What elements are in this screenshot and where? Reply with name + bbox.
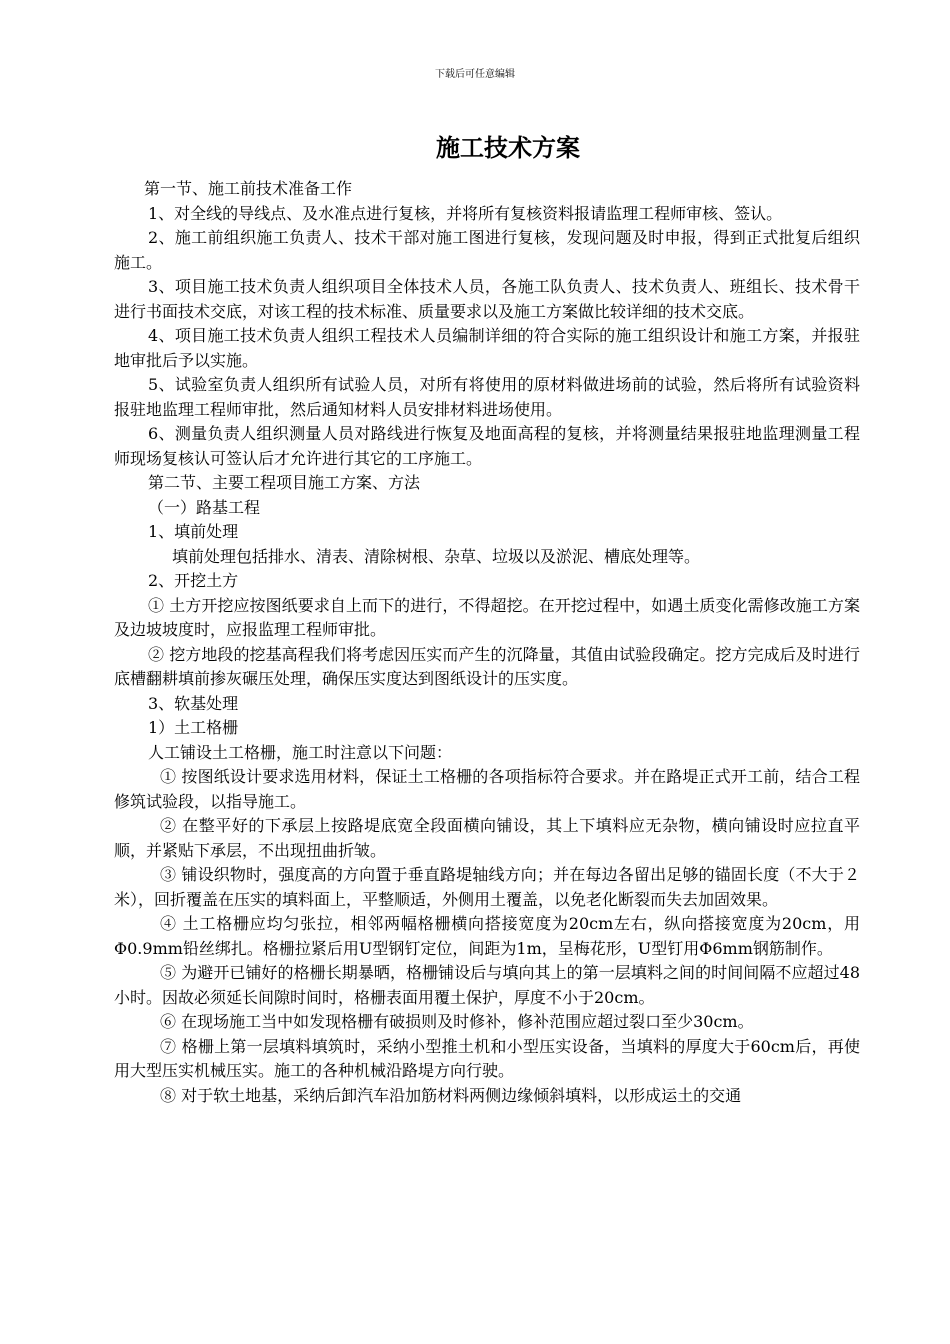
paragraph: ⑥ 在现场施工当中如发现格栅有破损则及时修补，修补范围应超过裂口至少30cm。 (160, 1012, 754, 1031)
paragraph: ② 在整平好的下承层上按路堤底宽全段面横向铺设，其上下填料应无杂物，横向铺设时应拉直平顺，并紧贴下承层，不出现扭曲折皱。 (114, 816, 860, 860)
paragraph: 4、项目施工技术负责人组织工程技术人员编制详细的符合实际的施工组织设计和施工方案，并报驻地审批后予以实施。 (114, 326, 860, 370)
paragraph: ⑦ 格栅上第一层填料填筑时，采纳小型推土机和小型压实设备，当填料的厚度大于60cm后，再使用大型压实机械压实。施工的各种机械沿路堤方向行驶。 (114, 1036, 860, 1080)
paragraph: ② 挖方地段的挖基高程我们将考虑因压实而产生的沉降量，其值由试验段确定。挖方完成后及时进行底槽翻耕填前掺灰碾压处理，确保压实度达到图纸设计的压实度。 (114, 644, 860, 688)
paragraph: ④ 土工格栅应均匀张拉，相邻两幅格栅横向搭接宽度为20cm左右，纵向搭接宽度为20cm，用Φ0.9mm铅丝绑扎。格栅拉紧后用U型钢钉定位，间距为1m，呈梅花形，U型钉用Φ6mm钢筋制作。 (114, 914, 860, 958)
document-body (114, 177, 860, 1108)
paragraph: 5、试验室负责人组织所有试验人员，对所有将使用的原材料做进场前的试验，然后将所有试验资料报驻地监理工程师审批，然后通知材料人员安排材料进场使用。 (114, 375, 860, 419)
paragraph: ① 按图纸设计要求选用材料，保证土工格栅的各项指标符合要求。并在路堤正式开工前，结合工程修筑试验段，以指导施工。 (114, 767, 860, 811)
paragraph: ③ 铺设织物时，强度高的方向置于垂直路堤轴线方向；并在每边各留出足够的锚固长度（不大于２米），回折覆盖在压实的填料面上，平整顺适，外侧用土覆盖，以免老化断裂而失去加固效果。 (114, 865, 860, 909)
paragraph: 填前处理包括排水、清表、清除树根、杂草、垃圾以及淤泥、槽底处理等。 (172, 546, 701, 566)
paragraph: 6、测量负责人组织测量人员对路线进行恢复及地面高程的复核，并将测量结果报驻地监理测量工程师现场复核认可签认后才允许进行其它的工序施工。 (114, 424, 860, 468)
paragraph: ① 土方开挖应按图纸要求自上而下的进行，不得超挖。在开挖过程中，如遇土质变化需修改施工方案及边坡坡度时，应报监理工程师审批。 (114, 595, 860, 639)
section-heading-1: 第一节、施工前技术准备工作 (144, 179, 353, 198)
paragraph: 人工铺设土工格栅，施工时注意以下问题： (148, 742, 453, 762)
item-heading: 2、开挖土方 (148, 571, 239, 590)
paragraph: 1、对全线的导线点、及水准点进行复核，并将所有复核资料报请监理工程师审核、签认。 (148, 203, 783, 223)
item-heading: 3、软基处理 (148, 693, 239, 713)
paragraph: ⑤ 为避开已铺好的格栅长期暴晒，格栅铺设后与填向其上的第一层填料之间的时间间隔不应超过48小时。因故必须延长间隙时间时，格栅表面用覆土保护，厚度不小于20cm。 (114, 963, 860, 1007)
header-note: 下载后可任意编辑 (435, 69, 515, 80)
document-title: 施工技术方案 (436, 133, 580, 162)
item-heading: 1、填前处理 (148, 522, 239, 541)
paragraph: ⑧ 对于软土地基，采纳后卸汽车沿加筋材料两侧边缘倾斜填料，以形成运土的交通 (160, 1085, 742, 1105)
section-heading-2: 第二节、主要工程项目施工方案、方法 (148, 473, 421, 492)
paragraph: 2、施工前组织施工负责人、技术干部对施工图进行复核，发现问题及时申报，得到正式批复后组织施工。 (114, 228, 860, 272)
paragraph: 3、项目施工技术负责人组织项目全体技术人员，各施工队负责人、技术负责人、班组长、技术骨干进行书面技术交底，对该工程的技术标准、质量要求以及施工方案做比较详细的技术交底。 (114, 277, 860, 321)
subsection-heading: （一）路基工程 (148, 497, 261, 517)
item-heading: 1）土工格栅 (148, 718, 239, 737)
